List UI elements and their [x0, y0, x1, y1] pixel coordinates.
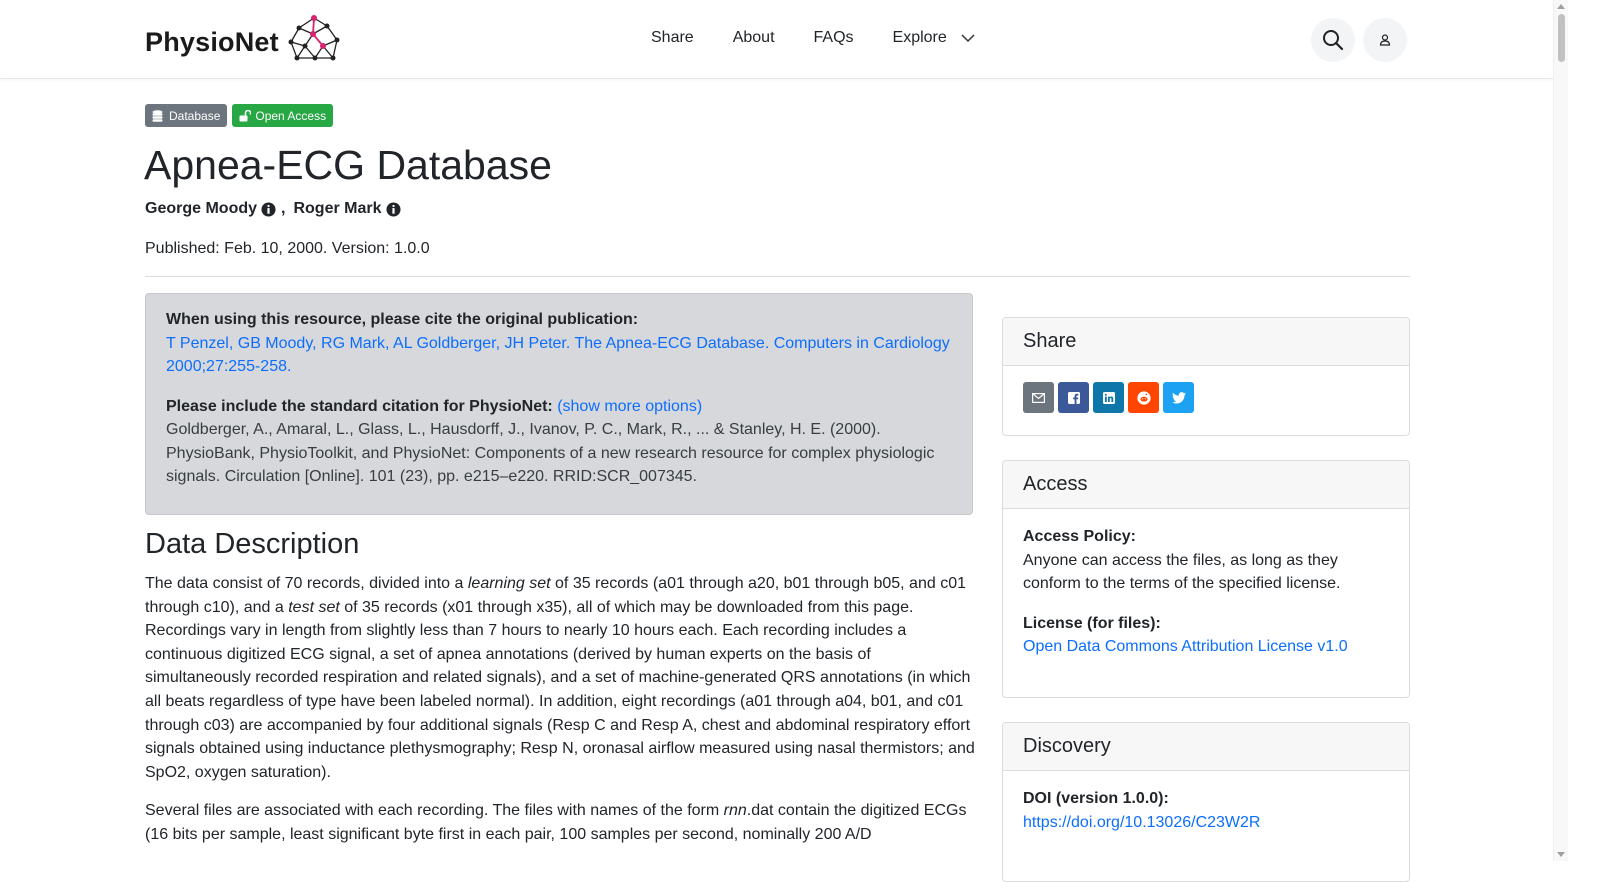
discovery-card-title: Discovery	[1003, 723, 1409, 771]
license-link[interactable]: Open Data Commons Attribution License v1.0	[1023, 638, 1348, 655]
share-buttons	[1023, 382, 1389, 413]
access-policy-label: Access Policy:	[1023, 528, 1136, 545]
facebook-icon	[1068, 392, 1080, 404]
database-badge-label: Database	[169, 108, 221, 123]
emphasis-learning-set: learning set	[467, 575, 551, 592]
info-icon[interactable]	[386, 202, 401, 217]
open-access-badge	[232, 104, 333, 127]
unlock-icon	[239, 110, 251, 122]
author-name: George Moody	[145, 200, 258, 217]
discovery-card	[1002, 722, 1410, 882]
emphasis-rnn: rnn	[723, 802, 747, 819]
scroll-up-arrow-icon[interactable]	[1557, 4, 1565, 9]
license-label: License (for files):	[1023, 614, 1161, 632]
data-description-heading: Data Description	[145, 528, 360, 560]
linkedin-icon	[1103, 392, 1115, 404]
account-button[interactable]	[1363, 18, 1407, 62]
doi-link[interactable]: https://doi.org/10.13026/C23W2R	[1023, 813, 1261, 831]
header-divider	[145, 276, 1410, 277]
publication-info: Published: Feb. 10, 2000. Version: 1.0.0	[145, 240, 430, 257]
chevron-down-icon	[961, 34, 975, 43]
page-scrollbar[interactable]	[1553, 0, 1568, 861]
author-name: Roger Mark	[293, 200, 382, 217]
info-icon[interactable]	[261, 202, 276, 217]
reddit-icon	[1137, 391, 1151, 405]
standard-citation	[166, 395, 952, 489]
author-list	[145, 200, 401, 218]
project-badges	[145, 104, 338, 127]
nav-explore-dropdown[interactable]	[893, 29, 975, 47]
brand-name: PhysioNet	[145, 27, 279, 57]
text-run: of 35 records (a01 through a20, b01 through b05, and c01 through c10), and a	[145, 575, 966, 616]
data-description-paragraph	[145, 572, 975, 784]
network-logo-icon	[285, 14, 343, 71]
nav-faqs-link[interactable]: FAQs	[813, 29, 854, 46]
scroll-down-arrow-icon[interactable]	[1557, 852, 1565, 857]
share-card	[1002, 317, 1410, 436]
author-item	[145, 200, 276, 218]
brand-link[interactable]	[145, 14, 343, 71]
emphasis-test-set: test set	[288, 598, 340, 616]
share-email-button[interactable]	[1023, 382, 1054, 413]
search-button[interactable]	[1311, 18, 1355, 62]
access-card-title: Access	[1003, 461, 1409, 509]
author-separator: ,	[281, 200, 286, 217]
original-citation	[166, 308, 952, 379]
search-icon	[1322, 29, 1344, 51]
files-description-paragraph	[145, 799, 975, 846]
nav-explore-label: Explore	[892, 29, 947, 46]
scrollbar-thumb[interactable]	[1558, 14, 1565, 62]
text-run: .dat contain the digitized ECGs (16 bits per sample, least significant byte first in each pair, 100 samples per second, nominally 200 A/D	[145, 802, 967, 843]
standard-citation-text: Goldberger, A., Amaral, L., Glass, L., Hausdorff, J., Ivanov, P. C., Mark, R., ... & Stanley, H. E. (2000). PhysioBank, PhysioToolkit, and PhysioNet: Components of a new research resource for complex physiologic signals. Circulation [Online]. 101 (23), pp. e215–e220. RRID:SCR_007345.	[166, 421, 935, 485]
share-reddit-button[interactable]	[1128, 382, 1159, 413]
citation-box	[145, 293, 973, 515]
top-navbar	[0, 0, 1553, 79]
open-access-badge-label: Open Access	[255, 108, 327, 123]
share-card-title: Share	[1003, 318, 1409, 366]
access-policy-text: Anyone can access the files, as long as they conform to the terms of the specified license.	[1023, 551, 1341, 592]
text-run: of 35 records (x01 through x35), all of which may be downloaded from this page. Recordings vary in length from slightly less than 7 hours to nearly 10 hours each. Each recording includes a continuous digitized ECG signal, a set of apnea annotations (derived by human experts on the basis of simultaneously recorded respiration and related signals), and a set of machine-generated QRS annotations (in which all beats regardless of type have been labeled normal). In addition, eight recordings (a01 through a04, b01, and c01 through c03) are accompanied by four additional signals (Resp C and Resp A, chest and abdominal respiratory effort signals obtained using inductance plethysmography; Resp N, oronasal airflow measured using nasal thermistors; and SpO2, oxygen saturation).	[145, 598, 975, 781]
share-facebook-button[interactable]	[1058, 382, 1089, 413]
database-badge	[145, 104, 227, 127]
show-more-options-link[interactable]: (show more options)	[557, 397, 703, 415]
original-citation-label: When using this resource, please cite the original publication:	[166, 311, 639, 328]
share-linkedin-button[interactable]	[1093, 382, 1124, 413]
doi-label: DOI (version 1.0.0):	[1023, 790, 1169, 807]
user-icon	[1379, 34, 1391, 46]
main-nav	[651, 29, 975, 47]
database-icon	[152, 110, 163, 122]
share-twitter-button[interactable]	[1163, 382, 1194, 413]
text-run: The data consist of 70 records, divided into a	[145, 575, 468, 592]
email-icon	[1032, 393, 1045, 403]
original-citation-link[interactable]: T Penzel, GB Moody, RG Mark, AL Goldberger, JH Peter. The Apnea-ECG Database. Computers in Cardiology 2000;27:255-258.	[166, 334, 950, 375]
author-item	[293, 200, 400, 218]
access-card	[1002, 460, 1410, 698]
nav-about-link[interactable]: About	[732, 29, 775, 46]
standard-citation-label: Please include the standard citation for PhysioNet:	[166, 397, 553, 415]
page-title: Apnea-ECG Database	[144, 142, 552, 188]
twitter-icon	[1172, 392, 1186, 404]
nav-share-link[interactable]: Share	[651, 29, 694, 46]
text-run: Several files are associated with each recording. The files with names of the form	[145, 802, 724, 819]
